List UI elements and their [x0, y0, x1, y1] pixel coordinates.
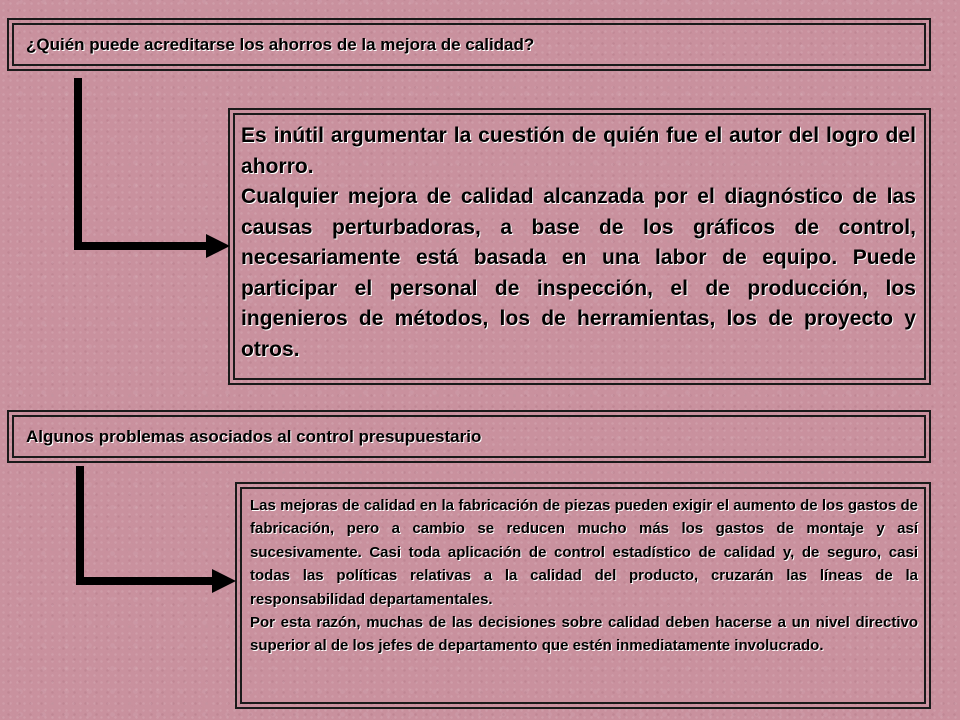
section2-paragraph-2: Por esta razón, muchas de las decisiones sobre calidad deben hacerse a un nivel directivo superior al de los jefes de departamento que estén inmediatamente involucrado.: [250, 614, 918, 655]
section2-body-box: [235, 482, 931, 709]
section2-heading: Algunos problemas asociados al control presupuestario: [26, 426, 482, 446]
section1-paragraph-1: Es inútil argumentar la cuestión de quién fue el autor del logro del ahorro.: [241, 124, 916, 178]
section1-body-box: [228, 108, 931, 385]
section1-heading: ¿Quién puede acreditarse los ahorros de la mejora de calidad?: [26, 34, 535, 54]
section1-paragraph-2: Cualquier mejora de calidad alcanzada por el diagnóstico de las causas perturbadoras, a base de los gráficos de control, necesariamente está basada en una labor de equipo. Puede participar el personal de inspección, el de producción, los ingenieros de métodos, los de herramientas, los de proyecto y otros.: [241, 185, 916, 361]
section2-connector-arrow: [80, 466, 236, 593]
section2-heading-box: [7, 410, 931, 463]
section1-body-text: [235, 115, 924, 365]
section1-connector-arrow: [78, 78, 230, 258]
section2-paragraph-1: Las mejoras de calidad en la fabricación de piezas pueden exigir el aumento de los gastos de fabricación, pero a cambio se reducen mucho más los gastos de montaje y así sucesivamente. Casi toda aplicación de control estadístico de calidad y, de seguro, casi todas las políticas relativas a la calidad del producto, cruzarán las líneas de la responsabilidad departamentales.: [250, 497, 918, 608]
section1-heading-box: [7, 18, 931, 71]
section2-body-text: [242, 489, 924, 658]
